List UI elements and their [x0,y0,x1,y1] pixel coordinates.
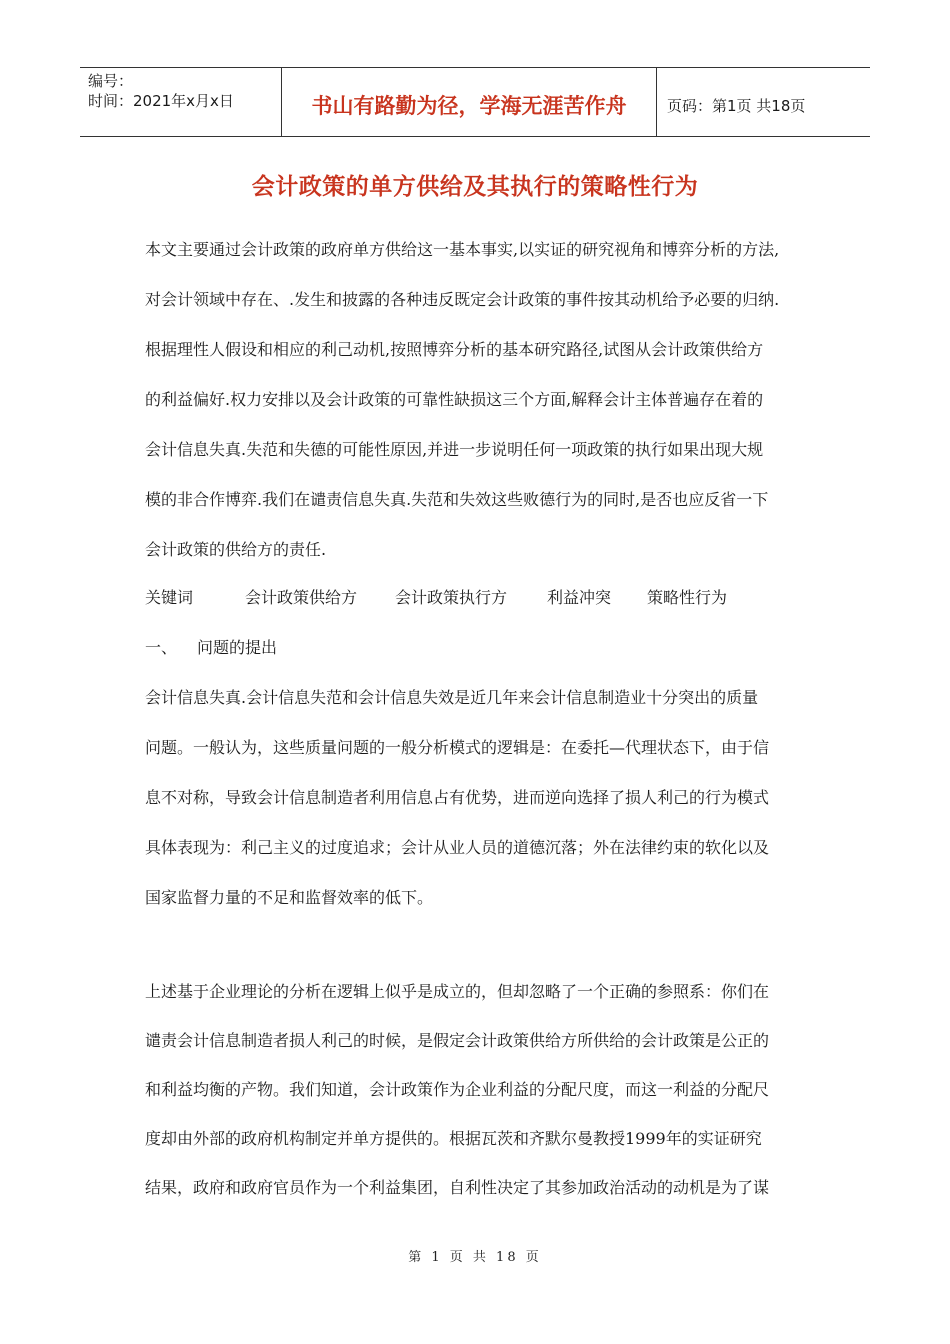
abstract-line: 模的非合作博弈.我们在谴责信息失真.失范和失效这些败德行为的同时,是否也应反省一下 [145,490,769,509]
keywords-label: 关键词 [145,588,194,607]
document-number-label: 编号： [88,72,134,90]
document-header [80,67,870,137]
header-page-info: 页码：第1页 共18页 [667,96,806,115]
keyword-item: 会计政策供给方 [245,588,358,607]
keyword-item: 会计政策执行方 [395,588,508,607]
paragraph-line: 和利益均衡的产物。我们知道，会计政策作为企业利益的分配尺度，而这一利益的分配尺 [145,1080,770,1099]
paragraph-line: 谴责会计信息制造者损人利己的时候，是假定会计政策供给方所供给的会计政策是公正的 [145,1031,770,1050]
keyword-item: 利益冲突 [547,588,612,607]
header-motto: 书山有路勤为径，学海无涯苦作舟 [282,68,657,136]
paragraph-line: 问题。一般认为，这些质量问题的一般分析模式的逻辑是：在委托—代理状态下，由于信 [145,738,770,757]
section-title: 问题的提出 [197,638,278,657]
abstract-line: 会计信息失真.失范和失德的可能性原因,并进一步说明任何一项政策的执行如果出现大规 [145,440,764,459]
paragraph-line: 具体表现为：利己主义的过度追求；会计从业人员的道德沉落；外在法律约束的软化以及 [145,838,770,857]
abstract-line: 的利益偏好.权力安排以及会计政策的可靠性缺损这三个方面,解释会计主体普遍存在着的 [145,390,764,409]
abstract-line: 对会计领域中存在、.发生和披露的各种违反既定会计政策的事件按其动机给予必要的归纳. [145,290,780,309]
paragraph-line: 息不对称，导致会计信息制造者利用信息占有优势，进而逆向选择了损人利己的行为模式 [145,788,770,807]
paragraph-line: 上述基于企业理论的分析在逻辑上似乎是成立的，但却忽略了一个正确的参照系：你们在 [145,982,770,1001]
paragraph-line: 结果，政府和政府官员作为一个利益集团，自利性决定了其参加政治活动的动机是为了谋 [145,1178,770,1197]
section-number: 一、 [145,638,178,657]
paragraph-line: 国家监督力量的不足和监督效率的低下。 [145,888,434,907]
abstract-line: 本文主要通过会计政策的政府单方供给这一基本事实,以实证的研究视角和博弈分析的方法, [145,240,780,259]
page-footer: 第 1 页 共 18 页 [408,1250,542,1265]
paragraph-line: 会计信息失真.会计信息失范和会计信息失效是近几年来会计信息制造业十分突出的质量 [145,688,759,707]
document-title: 会计政策的单方供给及其执行的策略性行为 [251,174,699,200]
abstract-line: 会计政策的供给方的责任. [145,540,327,559]
document-date-label: 时间：2021年x月x日 [88,92,234,110]
paragraph-line: 度却由外部的政府机构制定并单方提供的。根据瓦茨和齐默尔曼教授1999年的实证研究 [145,1129,762,1148]
abstract-line: 根据理性人假设和相应的利己动机,按照博弈分析的基本研究路径,试图从会计政策供给方 [145,340,764,359]
header-meta-cell [80,68,282,136]
keyword-item: 策略性行为 [647,588,728,607]
